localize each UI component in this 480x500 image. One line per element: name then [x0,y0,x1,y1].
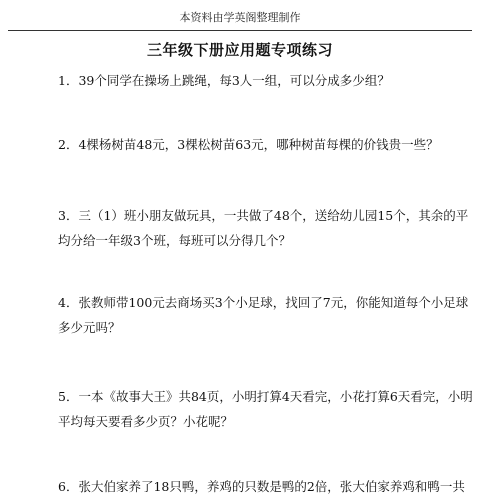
question-line: 平均每天要看多少页？小花呢？ [58,414,234,429]
question-line: 6．张大伯家养了18只鸭，养鸡的只数是鸭的2倍，张大伯家养鸡和鸭一共 [58,479,465,494]
question-3 [58,203,469,253]
question-2 [58,132,442,157]
header-text: 本资料由学英阁整理制作 [179,11,301,24]
page-title: 三年级下册应用题专项练习 [146,41,333,59]
question-line: 5．一本《故事大王》共84页，小明打算4天看完，小花打算6天看完，小明 [58,389,473,404]
question-1 [58,68,442,93]
question-line: 3．三（1）班小朋友做玩具，一共做了48个，送给幼儿园15个，其余的平 [58,208,469,223]
question-line: 4．张教师带100元去商场买3个小足球，找回了7元，你能知道每个小足球 [58,295,469,310]
page-header [8,0,472,31]
question-line: 2．4棵杨树苗48元，3棵松树苗63元，哪种树苗每棵的价钱贵一些？ [58,137,439,152]
question-5 [58,384,473,434]
question-line: 1．39个同学在操场上跳绳，每3人一组，可以分成多少组？ [58,73,390,88]
question-line: 均分给一年级3个班，每班可以分得几个？ [58,233,291,248]
question-line: 多少元吗？ [58,320,121,335]
question-4 [58,290,469,340]
question-6 [58,474,465,499]
